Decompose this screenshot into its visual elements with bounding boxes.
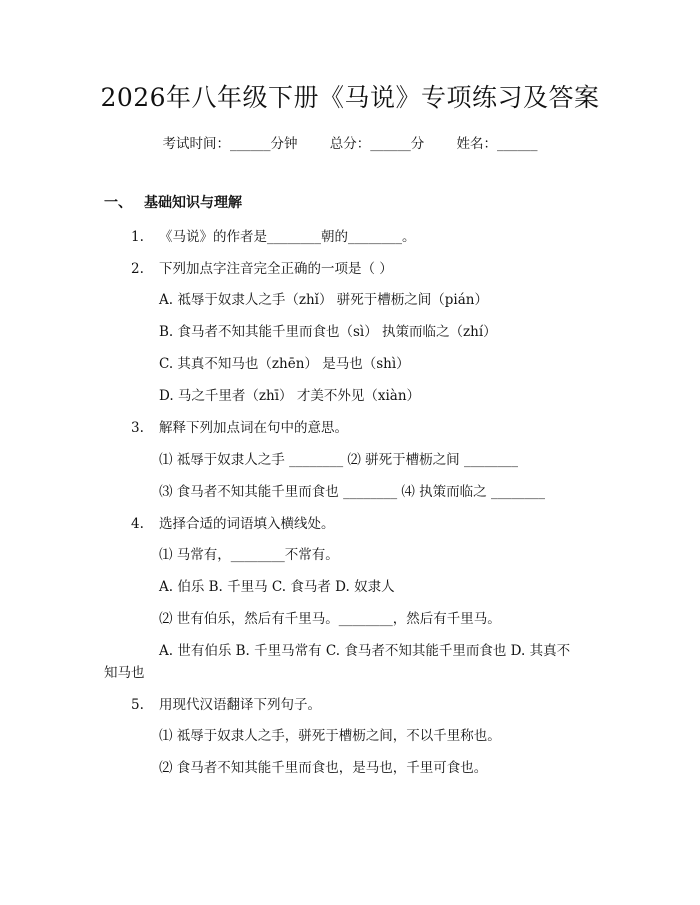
question-number: 5. bbox=[131, 697, 144, 713]
question-1 bbox=[131, 225, 416, 245]
question-text: 解释下列加点词在句中的意思。 bbox=[159, 420, 348, 436]
section-number: 一、 bbox=[104, 195, 132, 211]
sub-question-2-options-cont: 知马也 bbox=[104, 665, 145, 681]
section-title: 基础知识与理解 bbox=[144, 195, 242, 211]
translate-sentence-2: ⑵ 食马者不知其能千里而食也，是马也，千里可食也。 bbox=[159, 760, 488, 776]
student-name: 姓名：______ bbox=[456, 136, 538, 152]
option-b: B. 食马者不知其能千里而食也（sì） 执策而临之（zhí） bbox=[159, 324, 497, 340]
question-3 bbox=[131, 416, 348, 436]
option-d: D. 马之千里者（zhī） 才美不外见（xiàn） bbox=[159, 388, 421, 404]
exam-meta bbox=[0, 132, 700, 152]
question-2 bbox=[131, 257, 393, 277]
question-text: 选择合适的词语填入横线处。 bbox=[159, 516, 335, 532]
exam-time: 考试时间：______分钟 bbox=[162, 136, 298, 152]
page-title: 2026年八年级下册《马说》专项练习及答案 bbox=[100, 83, 600, 112]
question-text: 《马说》的作者是________朝的________。 bbox=[159, 229, 416, 245]
question-number: 2. bbox=[131, 261, 144, 277]
question-number: 1. bbox=[131, 229, 144, 245]
total-score: 总分：______分 bbox=[329, 136, 425, 152]
question-4 bbox=[131, 512, 335, 532]
translate-sentence-1: ⑴ 祗辱于奴隶人之手，骈死于槽枥之间，不以千里称也。 bbox=[159, 728, 501, 744]
sub-question-2: ⑵ 世有伯乐，然后有千里马。________，然后有千里马。 bbox=[159, 611, 501, 627]
option-c: C. 其真不知马也（zhēn） 是马也（shì） bbox=[159, 356, 410, 372]
question-number: 4. bbox=[131, 516, 144, 532]
question-text: 下列加点字注音完全正确的一项是（ ） bbox=[159, 261, 393, 277]
sub-question-2-options: A. 世有伯乐 B. 千里马常有 C. 食马者不知其能千里而食也 D. 其真不 bbox=[159, 643, 571, 659]
section-heading bbox=[104, 192, 242, 212]
sub-question-1: ⑴ 马常有，________不常有。 bbox=[159, 547, 339, 563]
sub-question-1-options: A. 伯乐 B. 千里马 C. 食马者 D. 奴隶人 bbox=[159, 579, 395, 595]
sub-line-2: ⑶ 食马者不知其能千里而食也 ________ ⑷ 执策而临之 ________ bbox=[159, 484, 545, 500]
question-number: 3. bbox=[131, 420, 144, 436]
sub-line-1: ⑴ 祗辱于奴隶人之手 ________ ⑵ 骈死于槽枥之间 ________ bbox=[159, 452, 518, 468]
question-text: 用现代汉语翻译下列句子。 bbox=[159, 697, 321, 713]
option-a: A. 祗辱于奴隶人之手（zhǐ） 骈死于槽枥之间（pián） bbox=[159, 292, 488, 308]
question-5 bbox=[131, 693, 321, 713]
